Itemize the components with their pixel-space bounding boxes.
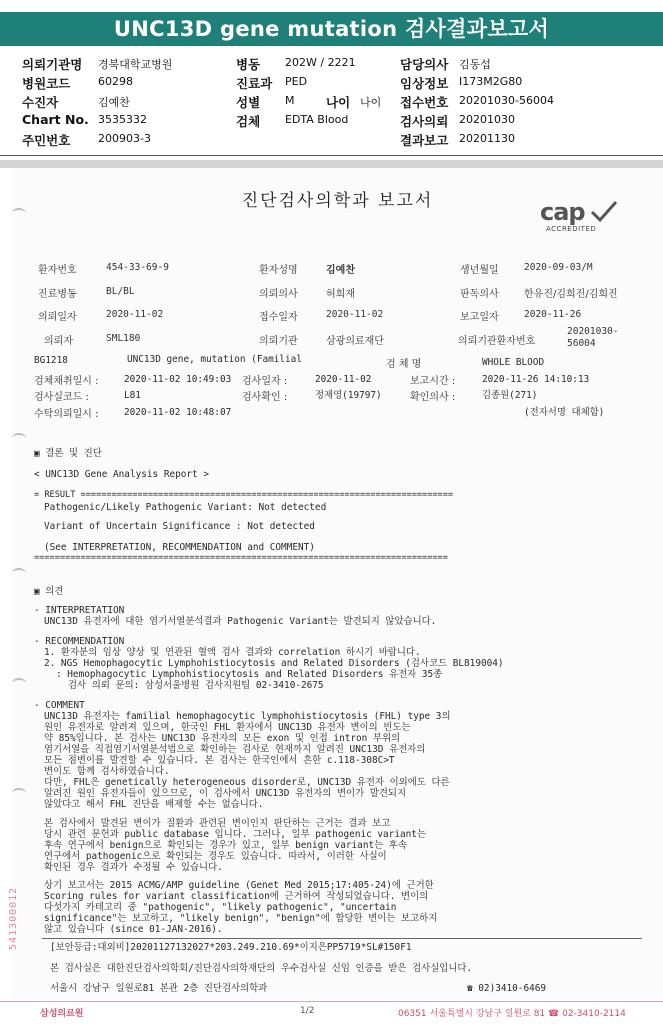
value-inst-patient-no-2: 56004 — [567, 338, 596, 349]
page-footer — [0, 998, 663, 1024]
analysis-title: < UNC13D Gene Analysis Report > — [34, 469, 209, 480]
value-reader: 한유진/김희진/김희진 — [524, 289, 618, 300]
test-code: BG1218 — [34, 355, 68, 366]
value-requester: SML180 — [106, 333, 141, 344]
label-confirm: 확인의사 : — [410, 392, 456, 403]
label-collect-time: 검체채취일시 : — [34, 376, 99, 387]
label-reader: 판독의사 — [460, 289, 499, 300]
label-hospital-code: 병원코드 — [22, 76, 71, 91]
label-exam-code: 검사실코드 : — [34, 392, 89, 403]
value-exam-check: 정제영(19797) — [315, 390, 382, 401]
value-institution: 경북대학교병원 — [98, 58, 173, 71]
comment-line: 모든 점변이를 발견할 수 있습니다. 본 검사는 한국인에서 흔한 c.118-308C>T — [44, 755, 395, 766]
value-receipt-time: 2020-11-02 10:48:07 — [124, 407, 232, 418]
comment-line: 약 85%입니다. 본 검사는 UNC13D 유전자의 모든 exon 및 인접 intron 부위의 — [44, 733, 401, 744]
value-dob: 2020-09-03/M — [524, 262, 593, 273]
footer-divider — [0, 1001, 663, 1002]
label-inst-patient-no: 의뢰기관환자번호 — [458, 336, 536, 347]
scanned-report — [12, 168, 663, 998]
value-sex: M — [285, 94, 295, 107]
footer-brand: 삼성의료원 — [40, 1009, 84, 1019]
punch-hole — [12, 788, 26, 798]
vus-result: Variant of Uncertain Significance : Not detected — [44, 521, 315, 532]
comment-line: 염기서열을 직접염기서열분석법으로 확인하는 검사로 현재까지 알려진 UNC13D 유전자의 — [44, 744, 426, 755]
comment-line: 않았다고 해서 FHL 진단을 배제할 수는 없습니다. — [44, 799, 264, 810]
label-specimen: 검체 — [236, 114, 261, 129]
label-receipt-time: 수탁의뢰일시 : — [34, 409, 99, 420]
comment-line: 확인된 경우 결과가 수정될 수 있습니다. — [44, 862, 223, 873]
value-ward: 202W / 2221 — [285, 56, 356, 69]
header-info — [0, 52, 663, 156]
value-chart-no: 3535332 — [98, 113, 147, 126]
label-req-doctor: 의뢰의사 — [259, 289, 298, 300]
lab-phone: ☎ 02)3410-6469 — [467, 983, 547, 994]
value-inst-patient-no-1: 20201030- — [567, 326, 619, 337]
label-exam-check: 검사확인 : — [242, 392, 288, 403]
interpretation-text: UNC13D 유전자에 대한 염기서열분석결과 Pathogenic Variant는 발견되지 않았습니다. — [44, 616, 437, 627]
value-req-institution: 삼광의료재단 — [326, 336, 384, 347]
value-exam-code: L81 — [124, 390, 141, 401]
label-test-date: 검사일자 : — [242, 376, 288, 387]
pathogenic-result: Pathogenic/Likely Pathogenic Variant: Not detected — [44, 502, 327, 513]
value-clinical-info: I173M2G80 — [459, 75, 523, 88]
punch-hole — [12, 208, 26, 218]
cap-text: cap — [540, 198, 585, 226]
recommendation-4: 검사 의뢰 문의: 삼성서울병원 검사지원팀 02-3410-2675 — [68, 680, 324, 691]
value-request-date: 20201030 — [459, 113, 515, 126]
interpretation-heading: - INTERPRETATION — [34, 605, 125, 616]
label-resident-no: 주민번호 — [22, 133, 71, 148]
value-ward2: BL/BL — [106, 286, 135, 297]
see-note: (See INTERPRETATION, RECOMMENDATION and COMMENT) — [44, 542, 315, 553]
value-hospital-code: 60298 — [98, 75, 133, 88]
label-sex: 성별 — [236, 95, 261, 110]
header-divider — [0, 155, 663, 156]
label-recv-date: 접수일자 — [259, 312, 298, 323]
label-accession: 접수번호 — [400, 95, 449, 110]
comment-line: 알려진 원인 유전자들이 있으므로, 이 검사에서 UNC13D 유전자의 변이가 발견되지 — [44, 788, 406, 799]
label-clinical-info: 임상정보 — [400, 76, 449, 91]
checkmark-icon — [590, 200, 618, 224]
label-patient-no: 환자번호 — [38, 265, 77, 276]
value-test-date: 2020-11-02 — [315, 374, 372, 385]
comment-line: Scoring rules for variant classification에 근거하여 작성되었습니다. 변이의 — [44, 891, 429, 902]
value-collect-time: 2020-11-02 10:49:03 — [124, 374, 232, 385]
punch-hole — [12, 568, 26, 578]
test-name: UNC13D gene, mutation (Familial — [127, 354, 302, 365]
comment-line: 본 검사에서 발견된 변이가 질환과 관련된 변이인지 판단하는 근거는 결과 보고 — [44, 818, 391, 829]
value-req-date: 2020-11-02 — [106, 309, 164, 320]
value-specimen-name: WHOLE BLOOD — [482, 357, 545, 368]
print-info: [보안등급:대외비]20201127132027*203.249.210.69*이지은PP5719*SL#150F1 — [50, 942, 412, 953]
comment-line: 원인 유전자로 알려져 있으며, 한국인 FHL 환자에서 UNC13D 유전자 변이의 빈도는 — [44, 722, 411, 733]
comment-line: 않고 있습니다 (since 01-JAN-2016). — [44, 924, 223, 935]
punch-hole — [12, 678, 26, 688]
label-req-institution: 의뢰기관 — [259, 336, 298, 347]
value-report-time: 2020-11-26 14:10:13 — [482, 374, 590, 385]
value-doctor: 김동섭 — [459, 58, 491, 71]
value-req-doctor: 허희재 — [326, 289, 355, 300]
punch-hole — [12, 433, 26, 443]
lab-address: 서울시 강남구 일원로81 본관 2층 진단검사의학과 — [50, 983, 268, 994]
result-line: = RESULT ======================================================================== — [34, 490, 454, 500]
value-department: PED — [285, 75, 308, 88]
value-specimen: EDTA Blood — [285, 113, 349, 126]
label-patient-name: 환자성명 — [259, 265, 298, 276]
comment-heading: - COMMENT — [34, 700, 85, 711]
value-recv-date: 2020-11-02 — [326, 309, 384, 320]
recommendation-2: 2. NGS Hemophagocytic Lymphohistiocytosis and Related Disorders (검사코드 BL819004) — [44, 658, 504, 669]
value-patient: 김예찬 — [98, 96, 130, 109]
label-requester: 의뢰자 — [44, 336, 73, 347]
esign-note: (전자서명 대체함) — [524, 407, 605, 418]
value-patient-no: 454-33-69-9 — [106, 262, 169, 273]
comment-line: significance"는 보고하고, "likely benign", "benign"에 합당한 변이는 보고하지 — [44, 913, 438, 924]
label-dob: 생년월일 — [460, 265, 499, 276]
label-chart-no: Chart No. — [22, 112, 89, 127]
label-request-date: 검사의뢰 — [400, 114, 449, 129]
comment-line: 상기 보고서는 2015 ACMG/AMP guideline (Genet Med 2015;17:405-24)에 근거한 — [44, 880, 434, 891]
accredited-text: ACCREDITED — [546, 225, 597, 233]
label-patient: 수진자 — [22, 95, 59, 110]
report-heading: 진단검사의학과 보고서 — [241, 191, 434, 211]
recommendation-1: 1. 환자분의 임상 양상 및 연관된 혈액 검사 결과와 correlation 하시기 바랍니다. — [44, 647, 421, 658]
recommendation-3: : Hemophagocytic Lymphohistiocytosis and Related Disorders 유전자 35종 — [56, 669, 443, 680]
footer-address: 06351 서울특별시 강남구 일원로 81 ☎ 02-3410-2114 — [398, 1009, 626, 1019]
label-doctor: 담당의사 — [400, 57, 449, 72]
label-age: 나이 — [326, 95, 351, 110]
value-confirm: 김종원(271) — [482, 390, 538, 401]
certification-note: 본 검사실은 대한진단검사의학회/진단검사의학재단의 우수검사실 신임 인증을 받은 검사실입니다. — [50, 963, 473, 974]
report-title-bar: UNC13D gene mutation 검사결과보고서 — [0, 12, 663, 46]
label-specimen-name: 검 체 명 — [386, 359, 422, 370]
page-number: 1/2 — [300, 1006, 315, 1016]
label-ward: 병동 — [236, 57, 261, 72]
label-report-date: 보고일자 — [460, 312, 499, 323]
label-institution: 의뢰기관명 — [22, 57, 83, 72]
value-patient-name: 김예찬 — [326, 265, 355, 276]
comment-line: 변이도 함께 검사하였습니다. — [44, 766, 170, 777]
end-line: ================================================================================ — [34, 553, 448, 563]
section-opinion: ▣ 의견 — [34, 586, 64, 597]
cap-accredited-logo — [538, 198, 620, 238]
comment-line: 후속 연구에서 benign으로 확인되는 경우가 있고, 일부 benign variant는 후속 — [44, 840, 407, 851]
comment-line: 다만, FHL은 genetically heterogeneous disorder로, UNC13D 유전자 이외에도 다른 — [44, 777, 450, 788]
value-resident-no: 200903-3 — [98, 132, 151, 145]
section-conclusion: ▣ 결론 및 진단 — [34, 448, 102, 459]
print-divider — [42, 938, 642, 939]
side-serial-number: 541300012 — [8, 886, 19, 950]
comment-line: 당시 관련 문헌과 public database 입니다. 그러나, 일부 pathogenic variant는 — [44, 829, 426, 840]
scan-border — [0, 160, 663, 168]
label-req-date: 의뢰일자 — [38, 312, 77, 323]
comment-line: 다섯가지 카테고리 중 "pathogenic", "likely pathogenic", "uncertain — [44, 902, 397, 913]
label-department: 진료과 — [236, 76, 273, 91]
label-ward2: 진료병동 — [38, 289, 77, 300]
value-accession: 20201030-56004 — [459, 94, 554, 107]
recommendation-heading: - RECOMMENDATION — [34, 636, 125, 647]
value-report-date: 2020-11-26 — [524, 309, 582, 320]
value-result-report: 20201130 — [459, 132, 515, 145]
label-report-time: 보고시간 : — [410, 376, 456, 387]
value-age: 나이 — [360, 96, 382, 109]
comment-line: UNC13D 유전자는 familial hemophagocytic lymphohistiocytosis (FHL) type 3의 — [44, 711, 451, 722]
comment-line: 연구에서 pathogenic으로 확인되는 경우도 있습니다. 따라서, 이러한 사실이 — [44, 851, 387, 862]
label-result-report: 결과보고 — [400, 133, 449, 148]
